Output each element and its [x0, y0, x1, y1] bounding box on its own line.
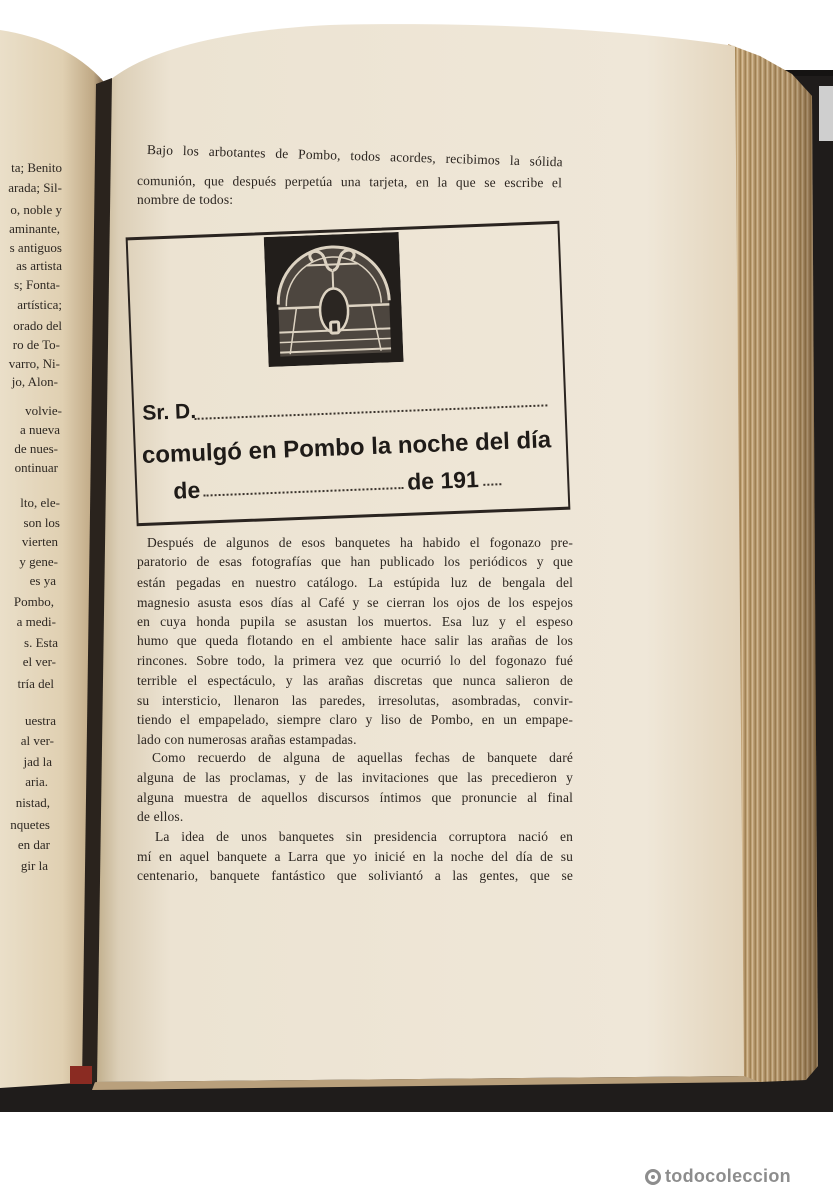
left-page-line: a medi- [16, 614, 56, 629]
left-page-line: volvie- [25, 403, 62, 418]
left-page-line: as artista [16, 258, 62, 273]
woodcut-lamp-base-inner [332, 323, 337, 331]
left-page-line: aria. [25, 774, 48, 789]
left-page-line: y gene- [19, 554, 58, 569]
left-page-line: orado del [13, 318, 62, 333]
paragraph-line: de ellos. [137, 809, 184, 824]
left-page-line: lto, ele- [20, 495, 60, 510]
paragraph-line: mí en aquel banquete a Larra que yo inicié en la noche del día de su [137, 849, 573, 864]
paragraph-line: están pegadas en nuestro catálogo. La estúpida luz de bengala del [137, 575, 573, 590]
left-page-line: Pombo, [13, 594, 54, 609]
left-page-line: s; Fonta- [14, 277, 60, 292]
left-page-line: nquetes [10, 817, 50, 832]
spine-highlight [819, 86, 833, 141]
left-page-line: tría del [17, 676, 54, 691]
left-page-line: arada; Sil- [8, 180, 62, 195]
left-page-line: varro, Ni- [8, 356, 60, 371]
left-page-line: vierten [21, 534, 58, 549]
paragraph-line: La idea de unos banquetes sin presidencia corruptora nació en [155, 829, 573, 844]
card-name-dotted-line [195, 404, 548, 420]
paragraph-line: Después de algunos de esos banquetes ha habido el fogonazo pre- [147, 535, 573, 550]
paragraph-line: tiendo el empapelado, siempre claro y liso de Pombo, en un empape- [137, 712, 573, 727]
left-page-line: ta; Benito [11, 160, 62, 175]
card-communion-line: comulgó en Pombo la noche del día [141, 426, 552, 469]
left-page-line: es ya [29, 573, 56, 588]
paragraph-line: Como recuerdo de alguna de aquellas fechas de banquete daré [152, 750, 573, 765]
left-page-line: de nues- [14, 441, 58, 456]
paragraph-line: rincones. Sobre todo, la primera vez que ocurrió lo del fogonazo fué [137, 653, 573, 668]
paragraph-line: centenario, banquete fantástico que soliviantó a las gentes, que se [137, 868, 573, 883]
paragraph-line: magnesio asusta esos días al Café y se cierran los ojos de los espejos [137, 595, 573, 610]
paragraph-line: humo que queda flotando en el ambiente hace salir las arañas de los [137, 633, 573, 648]
left-page-line: jad la [23, 754, 52, 769]
card-date-suffix: de 191 [406, 466, 480, 495]
card-day-dotted-line [204, 487, 404, 497]
left-page-line: a nueva [19, 422, 60, 437]
paragraph-line: terrible el espectáculo, y las arañas discretas que nunca salieron de [137, 673, 573, 688]
intro-line: nombre de todos: [137, 192, 234, 207]
card-woodcut-lamp-image [264, 232, 404, 367]
left-page-line: gir la [20, 858, 48, 873]
card-year-dotted-line [483, 483, 501, 486]
todocoleccion-logo-icon [645, 1169, 661, 1185]
intro-line: comunión, que después perpetúa una tarjeta, en la que se escribe el [136, 173, 563, 191]
paragraph-line: en cuya honda pupila se asustan los muertos. Esa luz y el espeso [137, 614, 573, 629]
left-page-line: o, noble y [10, 202, 62, 217]
left-page-line: el ver- [22, 654, 56, 669]
left-page-line: en dar [17, 837, 50, 852]
left-page-line: son los [23, 515, 60, 530]
watermark-text: todocoleccion [665, 1166, 791, 1186]
left-page-line: s antiguos [9, 240, 62, 255]
left-page-line: artística; [17, 297, 62, 312]
paragraph-line: alguna muestra de aquellos discursos íntimos que pronuncie al final [137, 790, 573, 805]
left-page-line: ro de To- [12, 337, 60, 352]
left-page-line: aminante, [9, 221, 60, 236]
left-page-line: nistad, [15, 795, 50, 810]
left-page-line: s. Esta [24, 635, 58, 650]
left-page-line: al ver- [20, 733, 54, 748]
paragraph-line: alguna de las proclamas, y de las invitaciones que las precedieron y [137, 770, 573, 785]
communion-card [126, 221, 571, 526]
card-date-prefix: de [172, 476, 201, 504]
intro-line: Bajo los arbotantes de Pombo, todos acordes, recibimos la sólida [146, 142, 564, 170]
paragraph-line: lado con numerosas arañas estampadas. [137, 732, 357, 747]
paragraph-line: su intersticio, llenaron las paredes, irresolutas, asombradas, convir- [137, 693, 573, 708]
left-page-line: uestra [24, 713, 56, 728]
paragraph-line: paratorio de esas fotografías que han publicado los periódicos y que [137, 554, 573, 569]
left-page-line: ontinuar [14, 460, 58, 475]
left-page-text [0, 0, 85, 1080]
left-page-line: jo, Alon- [11, 374, 58, 389]
card-salutation: Sr. D. [141, 399, 197, 425]
